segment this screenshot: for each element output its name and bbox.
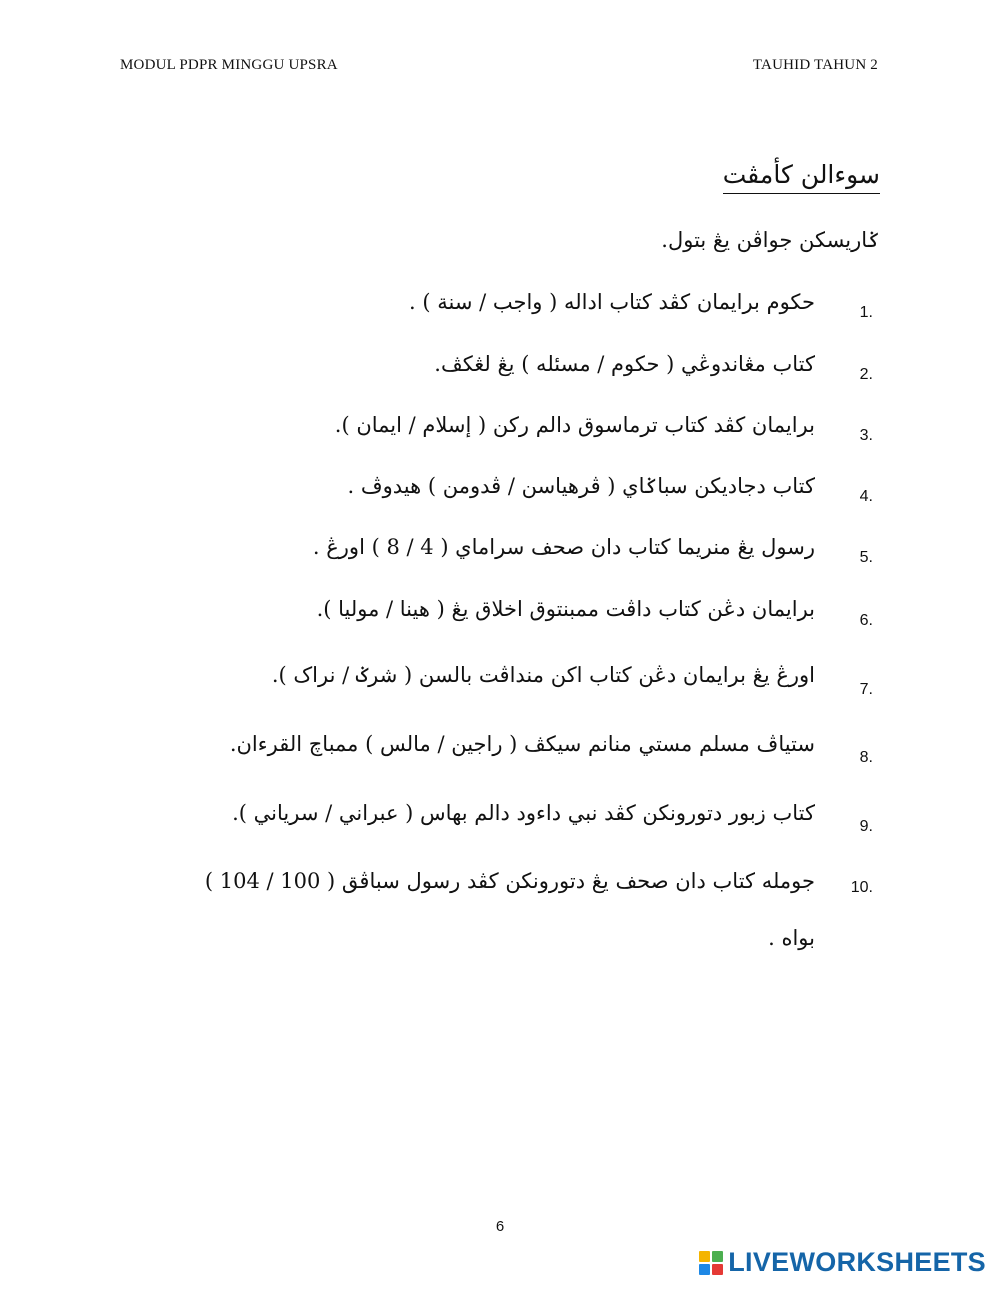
question-number: 3. <box>859 427 873 444</box>
question-text: ستياڤ مسلم مستي منانم سيكڤ ( راجين / مالس ) ممباچ القرءان. <box>229 732 815 756</box>
question-text: جومله كتاب دان صحف يڠ دتورونكن كڤد رسول سباڤق ( 100 / 104 ) <box>204 869 815 893</box>
question-text: كتاب مڠاندوڠي ( حكوم / مسئله ) يڠ لڠكڤ. <box>434 352 815 376</box>
liveworksheets-brand[interactable] <box>699 1247 986 1278</box>
question-number: 9. <box>859 818 873 835</box>
header-right: TAUHID TAHUN 2 <box>752 57 878 73</box>
worksheet-title: سوءالن كأمڤت <box>723 160 880 194</box>
liveworksheets-logo-icon <box>699 1251 723 1275</box>
question-number: 4. <box>859 488 873 505</box>
logo-square <box>712 1264 723 1275</box>
question-number: 8. <box>859 749 873 766</box>
logo-square <box>699 1264 710 1275</box>
question-number: 6. <box>859 612 873 629</box>
question-text: برايمان دڠن كتاب داڤت ممبنتوق اخلاق يڠ ( هينا / موليا ). <box>316 597 815 621</box>
question-text: اورڠ يڠ برايمان دڠن كتاب اكن منداڤت بالسن ( شرݢ / نراک ). <box>271 663 815 687</box>
question-number: 7. <box>859 681 873 698</box>
question-number: 2. <box>859 366 873 383</box>
brand-name: LIVEWORKSHEETS <box>728 1247 986 1277</box>
page-number: 6 <box>495 1218 505 1235</box>
logo-square <box>699 1251 710 1262</box>
question-number: 5. <box>859 549 873 566</box>
instruction: ݢاريسكن جواڤن يڠ بتول. <box>661 228 880 252</box>
question-continuation: بواه . <box>768 926 815 950</box>
question-text: رسول يڠ منريما كتاب دان صحف سراماي ( 4 / 8 ) اورڠ . <box>312 535 815 559</box>
header-left: MODUL PDPR MINGGU UPSRA <box>120 57 338 73</box>
question-text: كتاب زبور دتورونكن كڤد نبي داءود دالم بهاس ( عبراني / سرياني ). <box>232 801 815 825</box>
question-text: حكوم برايمان كڤد كتاب اداله ( واجب / سنة ) . <box>409 290 815 314</box>
question-number: 10. <box>850 879 873 896</box>
logo-square <box>712 1251 723 1262</box>
question-number: 1. <box>859 304 873 321</box>
question-text: برايمان كڤد كتاب ترماسوق دالم ركن ( إسلام / ايمان ). <box>334 413 815 437</box>
question-text: كتاب دجاديكن سباݢاي ( ڤرهياسن / ڤدومن ) هيدوڤ . <box>347 474 815 498</box>
